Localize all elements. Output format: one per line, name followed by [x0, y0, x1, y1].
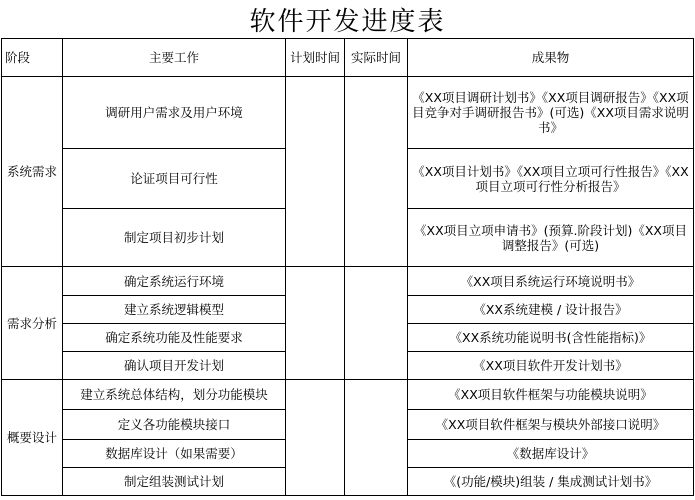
header-work: 主要工作	[63, 39, 286, 77]
deliverable-cell: 《XX项目软件开发计划书》	[408, 352, 694, 380]
actual-time-cell	[345, 267, 408, 380]
header-planned-time: 计划时间	[286, 39, 345, 77]
work-cell: 调研用户需求及用户环境	[63, 77, 286, 149]
work-cell: 确定系统功能及性能要求	[63, 324, 286, 352]
work-cell: 建立系统总体结构，划分功能模块	[63, 380, 286, 410]
table-row	[2, 267, 694, 296]
deliverable-cell: 《(功能/模块)组装 / 集成测试计划书》	[408, 468, 694, 496]
work-cell: 建立系统逻辑模型	[63, 296, 286, 324]
deliverable-cell: 《XX项目调研计划书》《XX项目调研报告》《XX项目竞争对手调研报告书》(可选)《XX项目需求说明书》	[408, 77, 694, 149]
work-cell: 制定项目初步计划	[63, 209, 286, 267]
work-cell: 确定系统运行环境	[63, 267, 286, 296]
deliverable-cell: 《数据库设计》	[408, 440, 694, 468]
header-deliverables: 成果物	[408, 39, 694, 77]
work-cell: 制定组装测试计划	[63, 468, 286, 496]
deliverable-cell: 《XX系统功能说明书(含性能指标)》	[408, 324, 694, 352]
table-row	[2, 380, 694, 410]
deliverable-cell: 《XX项目计划书》《XX项目立项可行性报告》《XX项目立项可行性分析报告》	[408, 149, 694, 209]
actual-time-cell	[345, 77, 408, 267]
work-cell: 定义各功能模块接口	[63, 410, 286, 440]
header-stage: 阶段	[2, 39, 63, 77]
planned-time-cell	[286, 380, 345, 496]
work-cell: 数据库设计（如果需要）	[63, 440, 286, 468]
deliverable-cell: 《XX系统建模 / 设计报告》	[408, 296, 694, 324]
document-title: 软件开发进度表	[249, 6, 446, 37]
stage-cell: 需求分析	[2, 267, 63, 380]
header-row	[2, 39, 694, 77]
stage-cell: 系统需求	[2, 77, 63, 267]
planned-time-cell	[286, 77, 345, 267]
header-actual-time: 实际时间	[345, 39, 408, 77]
work-cell: 论证项目可行性	[63, 149, 286, 209]
deliverable-cell: 《XX项目立项申请书》(预算.阶段计划)《XX项目调整报告》(可选)	[408, 209, 694, 267]
actual-time-cell	[345, 380, 408, 496]
planned-time-cell	[286, 267, 345, 380]
stage-cell: 概要设计	[2, 380, 63, 496]
table-row	[2, 77, 694, 149]
deliverable-cell: 《XX项目软件框架与功能模块说明》	[408, 380, 694, 410]
schedule-table	[1, 38, 694, 496]
deliverable-cell: 《XX项目系统运行环境说明书》	[408, 267, 694, 296]
work-cell: 确认项目开发计划	[63, 352, 286, 380]
deliverable-cell: 《XX项目软件框架与模块外部接口说明》	[408, 410, 694, 440]
